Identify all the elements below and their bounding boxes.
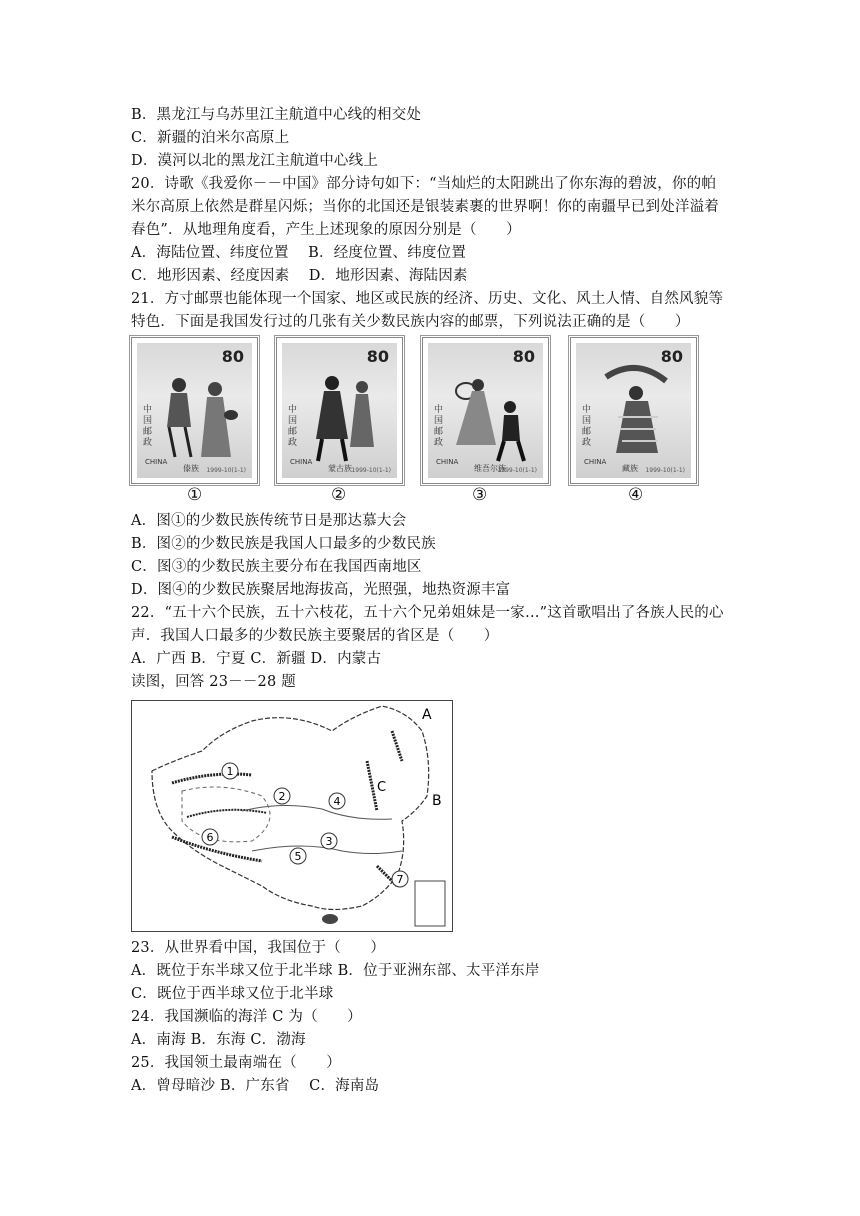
stamp-1-dancers-illustration xyxy=(157,357,242,467)
stamp-figure xyxy=(131,337,731,507)
q20-stem-line3: 春色”．从地理角度看，产生上述现象的原因分别是（ ） xyxy=(131,222,521,238)
map-letter-b: B xyxy=(432,793,442,809)
stamp-2-artwork xyxy=(282,343,397,478)
stamp-1-number: 1999-10(1-1) xyxy=(206,467,246,474)
q21-option-d: D．图④的少数民族聚居地海拔高，光照强，地热资源丰富 xyxy=(131,582,511,598)
q25-stem: 25．我国领土最南端在（ ） xyxy=(131,1055,341,1071)
stamp-3-label: ③ xyxy=(472,485,488,505)
q20-options-ab: A．海陆位置、纬度位置 B．经度位置、纬度位置 xyxy=(131,245,467,261)
stamp-4-post-text: 中国邮政 xyxy=(582,405,592,448)
q22-stem-line1: 22．“五十六个民族，五十六枝花，五十六个兄弟姐妹是一家…”这首歌唱出了各族人民的心 xyxy=(131,605,724,621)
stamp-1-artwork xyxy=(137,343,252,478)
map-label-5: 5 xyxy=(294,850,302,863)
map-label-1: 1 xyxy=(226,765,234,778)
stamp-3-artwork xyxy=(428,343,543,478)
q22-options: A．广西 B．宁夏 C．新疆 D．内蒙古 xyxy=(131,651,382,667)
map-label-4: 4 xyxy=(333,795,341,808)
stamp-1-post-text: 中国邮政 xyxy=(143,405,153,448)
china-map-drawing xyxy=(132,701,452,931)
q20-options-cd: C．地形因素、经度因素 D．地形因素、海陆因素 xyxy=(131,268,468,284)
stamp-2-post-text: 中国邮政 xyxy=(288,405,298,448)
q20-stem-line2: 米尔高原上依然是群星闪烁；当你的北国还是银装素裹的世界啊！你的南疆早已到处洋溢着 xyxy=(131,199,719,215)
q19-option-b: B．黑龙江与乌苏里江主航道中心线的相交处 xyxy=(131,107,422,123)
stamp-1-ethnic-text: 傣族 xyxy=(183,464,199,473)
q19-option-d: D．漠河以北的黑龙江主航道中心线上 xyxy=(131,153,379,169)
stamp-4-price: 80 xyxy=(660,347,683,366)
stamp-1-china-text: CHINA xyxy=(145,458,168,466)
stamp-3 xyxy=(422,337,549,484)
stamp-4-china-text: CHINA xyxy=(584,458,607,466)
stamp-4-artwork xyxy=(576,343,691,478)
map-label-7: 7 xyxy=(396,873,404,886)
map-label-2: 2 xyxy=(278,790,286,803)
q21-option-b: B．图②的少数民族是我国人口最多的少数民族 xyxy=(131,536,436,552)
stamp-2-number: 1999-10(1-1) xyxy=(351,467,391,474)
stamp-4-dancers-illustration xyxy=(596,357,681,467)
q24-stem: 24．我国濒临的海洋 C 为（ ） xyxy=(131,1009,362,1025)
q21-stem-line1: 21．方寸邮票也能体现一个国家、地区或民族的经济、历史、文化、风土人情、自然风貌等 xyxy=(131,291,724,307)
map-instruction: 读图，回答 23－－28 题 xyxy=(131,674,296,690)
stamp-2-china-text: CHINA xyxy=(290,458,313,466)
stamp-4-label: ④ xyxy=(628,485,644,505)
q21-option-c: C．图③的少数民族主要分布在我国西南地区 xyxy=(131,559,422,575)
stamp-2-ethnic-text: 蒙古族 xyxy=(328,464,352,473)
stamp-3-dancers-illustration xyxy=(448,357,533,467)
map-letter-c: C xyxy=(377,780,387,795)
stamp-1 xyxy=(131,337,258,484)
q22-stem-line2: 声．我国人口最多的少数民族主要聚居的省区是（ ） xyxy=(131,628,499,644)
q24-options: A．南海 B．东海 C．渤海 xyxy=(131,1032,306,1048)
stamp-4-ethnic-text: 藏族 xyxy=(622,464,638,473)
stamp-4 xyxy=(570,337,697,484)
stamp-3-post-text: 中国邮政 xyxy=(434,405,444,448)
q21-stem-line2: 特色．下面是我国发行过的几张有关少数民族内容的邮票，下列说法正确的是（ ） xyxy=(131,314,690,330)
q23-option-c: C．既位于西半球又位于北半球 xyxy=(131,986,334,1002)
stamp-3-price: 80 xyxy=(512,347,535,366)
china-map-figure xyxy=(131,700,453,932)
q23-options-ab: A．既位于东半球又位于北半球 B．位于亚洲东部、太平洋东岸 xyxy=(131,963,540,979)
map-letter-a: A xyxy=(422,707,432,723)
stamp-3-number: 1999-10(1-1) xyxy=(497,467,537,474)
map-label-3: 3 xyxy=(325,835,333,848)
stamp-4-number: 1999-10(1-1) xyxy=(645,467,685,474)
stamp-1-price: 80 xyxy=(221,347,244,366)
q20-stem-line1: 20．诗歌《我爱你－－中国》部分诗句如下：“当灿烂的太阳跳出了你东海的碧波，你的帕 xyxy=(131,176,717,192)
q19-option-c: C．新疆的泊米尔高原上 xyxy=(131,130,290,146)
q23-stem: 23．从世界看中国，我国位于（ ） xyxy=(131,940,386,956)
stamp-2 xyxy=(276,337,403,484)
stamp-2-dancers-illustration xyxy=(302,357,387,467)
stamp-3-china-text: CHINA xyxy=(436,458,459,466)
map-label-6: 6 xyxy=(206,831,214,844)
stamp-2-label: ② xyxy=(331,485,347,505)
q21-option-a: A．图①的少数民族传统节日是那达慕大会 xyxy=(131,513,407,529)
stamp-3-ethnic-text: 维吾尔族 xyxy=(474,464,506,473)
stamp-1-label: ① xyxy=(187,485,203,505)
stamp-2-price: 80 xyxy=(366,347,389,366)
q25-options: A．曾母暗沙 B．广东省 C．海南岛 xyxy=(131,1078,380,1094)
